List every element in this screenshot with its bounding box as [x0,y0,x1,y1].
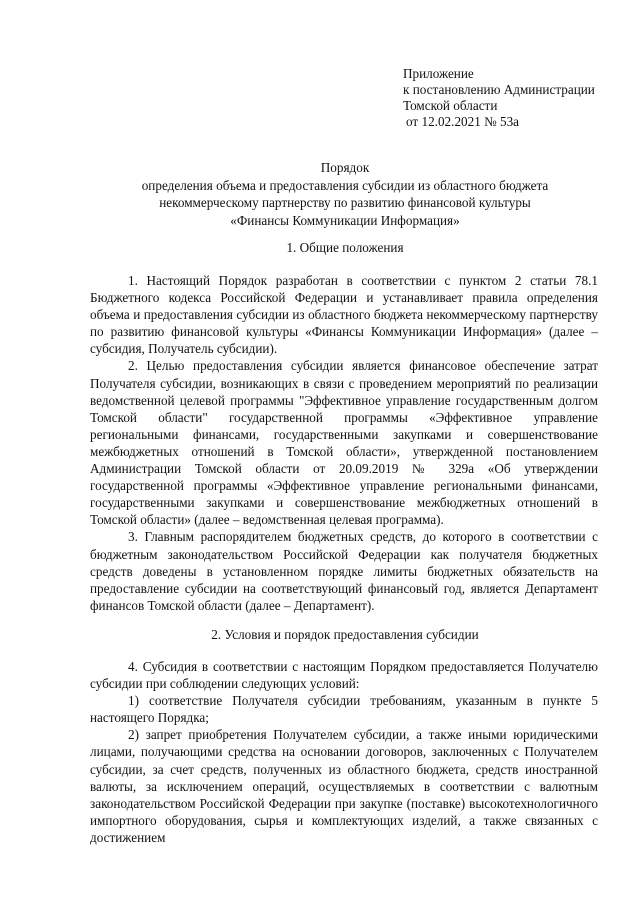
appendix-line: Приложение [403,66,474,81]
title-line: «Финансы Коммуникации Информация» [230,212,460,228]
section-2-body [90,658,598,846]
paragraph-4-item-2: 2) запрет приобретения Получателем субсидии, а также иными юридическими лицами, получающими средства на основании договоров, заключенных с Получателем субсидии, за счет средств, полученных из областного бюджета, средств иностранной валюты, за исключением операций, осуществляемых в соответствии с валютным законодательством Российской Федерации при закупке (поставке) высокотехнологичного импортного оборудования, сырья и комплектующих изделий, а также связанных с достижением [90,727,598,845]
title-line: определения объема и предоставления субсидии из областного бюджета [141,177,549,193]
appendix-block [403,66,618,130]
appendix-date: от 12.02.2021 № 53а [406,114,520,129]
title-line: Порядок [320,160,370,175]
paragraph-3: 3. Главным распорядителем бюджетных средств, до которого в соответствии с бюджетным законодательством Российской Федерации как получателя бюджетных средств доведены в установленном порядке лимиты бюджетных обязательств на предоставление субсидии на соответствующий финансовый год, является Департамент финансов Томской области (далее – Департамент). [90,529,598,613]
title-line: некоммерческому партнерству по развитию финансовой культуры [159,195,531,210]
section-1-body [90,272,598,614]
paragraph-1: 1. Настоящий Порядок разработан в соответствии с пунктом 2 статьи 78.1 Бюджетного кодекса Российской Федерации и устанавливает правила определения объема и предоставления субсидии из областного бюджета некоммерческому партнерству по развитию финансовой культуры «Финансы Коммуникации Информация» (далее – субсидия, Получатель субсидии). [90,273,598,357]
paragraph-4: 4. Субсидия в соответствии с настоящим Порядком предоставляется Получателю субсидии при соблюдении следующих условий: [90,659,598,692]
paragraph-2: 2. Целью предоставления субсидии является финансовое обеспечение затрат Получателя субсидии, возникающих в связи с проведением мероприятий по реализации ведомственной целевой программы "Эффективное управление государственным долгом Томской области" государственной программы «Эффективное управление региональными финансами, государственными закупками и совершенствование межбюджетных отношений в Томской области», утвержденной постановлением Администрации Томской области от 20.09.2019 № 329а «Об утверждении государственной программы «Эффективное управление региональными финансами, государственными закупками и совершенствование межбюджетных отношений в Томской области» (далее – ведомственная целевая программа). [90,358,598,528]
appendix-line: к постановлению Администрации [403,82,595,97]
document-title [90,159,600,229]
section-1-heading: 1. Общие положения [286,240,404,255]
appendix-line: Томской области [403,98,498,113]
section-2-heading: 2. Условия и порядок предоставления субсидии [211,627,479,642]
paragraph-4-item-1: 1) соответствие Получателя субсидии требованиям, указанным в пункте 5 настоящего Порядка; [90,693,598,726]
